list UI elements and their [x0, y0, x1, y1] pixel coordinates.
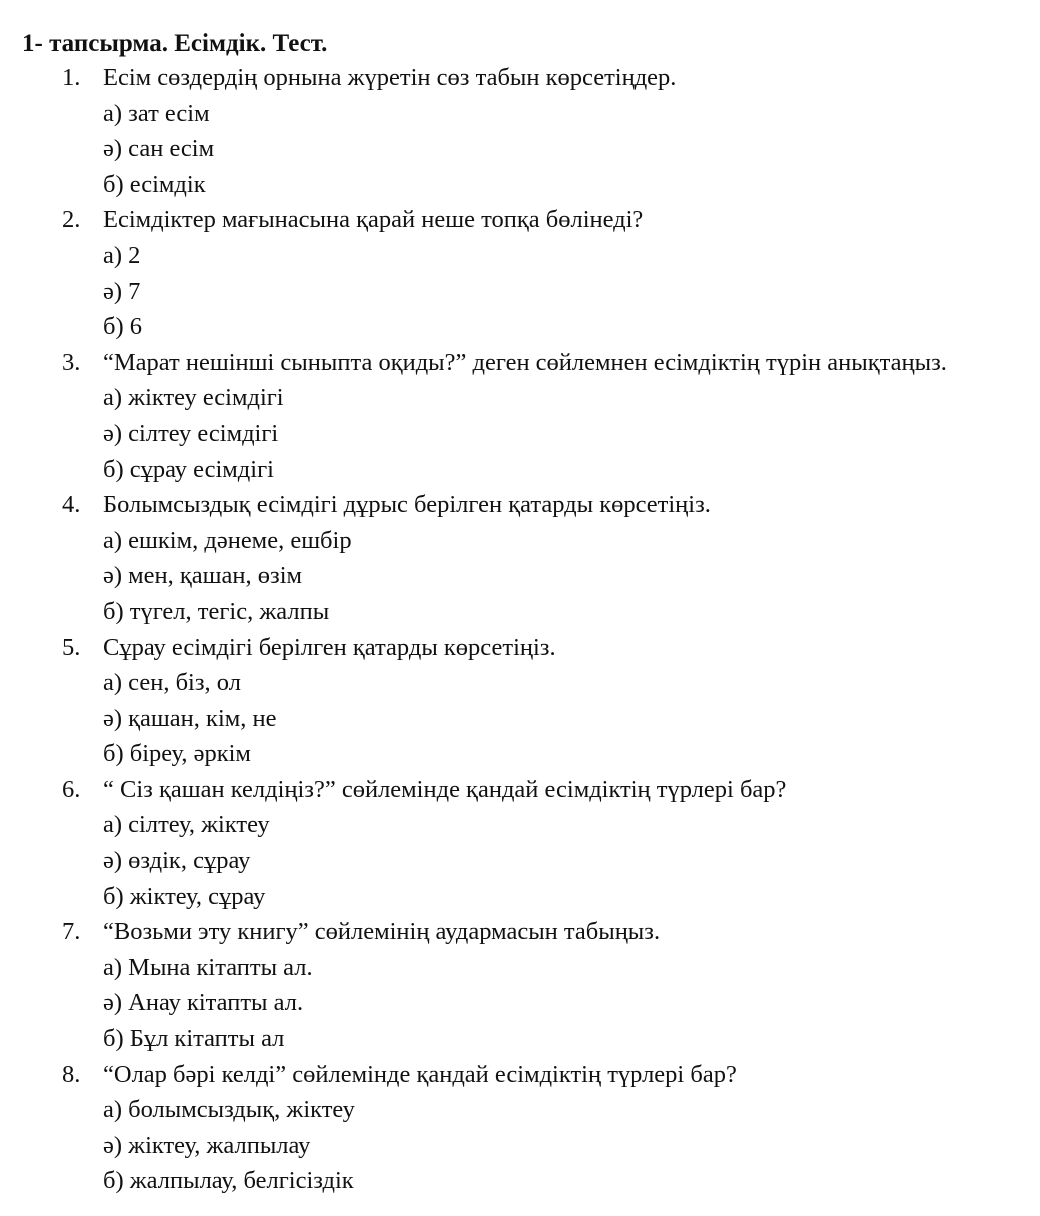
question-number: 7.	[62, 918, 81, 946]
question-text: “Марат нешінші сыныпта оқиды?” деген сөйлемнен есімдіктің түрін анықтаңыз.	[103, 348, 947, 376]
question-text: “ Сіз қашан келдіңіз?” сөйлемінде қандай есімдіктің түрлері бар?	[103, 775, 787, 803]
answer-option-text: б) 6	[103, 313, 142, 341]
answer-option-text: а) болымсыздық, жіктеу	[103, 1096, 355, 1124]
question-text: “Олар бәрі келді” сөйлемінде қандай есімдіктің түрлері бар?	[103, 1060, 737, 1088]
answer-option-text: а) сілтеу, жіктеу	[103, 811, 270, 839]
question-text: “Возьми эту книгу” сөйлемінің аудармасын табыңыз.	[103, 918, 661, 946]
answer-option-text: а) ешкім, дәнеме, ешбір	[103, 526, 352, 554]
answer-option-text: ә) қашан, кім, не	[103, 704, 277, 732]
answer-option-text: ә) мен, қашан, өзім	[103, 562, 303, 590]
question-number: 8.	[62, 1060, 81, 1088]
answer-option-text: ә) жіктеу, жалпылау	[103, 1131, 311, 1159]
answer-option-text: ә) 7	[103, 277, 141, 305]
answer-option-text: б) сұрау есімдігі	[103, 455, 274, 483]
answer-option-text: б) біреу, әркім	[103, 740, 251, 768]
answer-option-text: ә) өздік, сұрау	[103, 847, 251, 875]
question-number: 6.	[62, 775, 81, 803]
question-text: Есімдіктер мағынасына қарай неше топқа бөлінеді?	[103, 206, 644, 234]
question-text: Болымсыздық есімдігі дұрыс берілген қатарды көрсетіңіз.	[103, 491, 711, 519]
question-number: 4.	[62, 491, 81, 519]
answer-option-text: ә) сан есім	[103, 135, 215, 163]
answer-option-text: а) сен, біз, ол	[103, 669, 241, 697]
answer-option-text: б) жіктеу, сұрау	[103, 882, 266, 910]
question-number: 5.	[62, 633, 81, 661]
answer-option-text: а) 2	[103, 241, 141, 269]
answer-option-text: а) зат есім	[103, 99, 210, 127]
question-number: 1.	[62, 64, 81, 91]
answer-option-text: а) жіктеу есімдігі	[103, 384, 284, 412]
answer-option-text: б) жалпылау, белгісіздік	[103, 1167, 354, 1195]
question-text: Есім сөздердің орнына жүретін сөз табын көрсетіңдер.	[103, 64, 677, 91]
answer-option-text: ә) Анау кітапты ал.	[103, 989, 304, 1017]
question-number: 2.	[62, 206, 81, 234]
question-number: 3.	[62, 348, 81, 376]
answer-option-text: б) түгел, тегіс, жалпы	[103, 597, 330, 625]
answer-option-text: б) Бұл кітапты ал	[103, 1025, 285, 1053]
task-title: 1- тапсырма. Есімдік. Тест.	[22, 30, 328, 57]
answer-option-text: ә) сілтеу есімдігі	[103, 419, 279, 447]
answer-option-text: а) Мына кітапты ал.	[103, 953, 313, 981]
answer-option-text: б) есімдік	[103, 170, 206, 198]
question-text: Сұрау есімдігі берілген қатарды көрсетіңіз.	[103, 633, 556, 661]
